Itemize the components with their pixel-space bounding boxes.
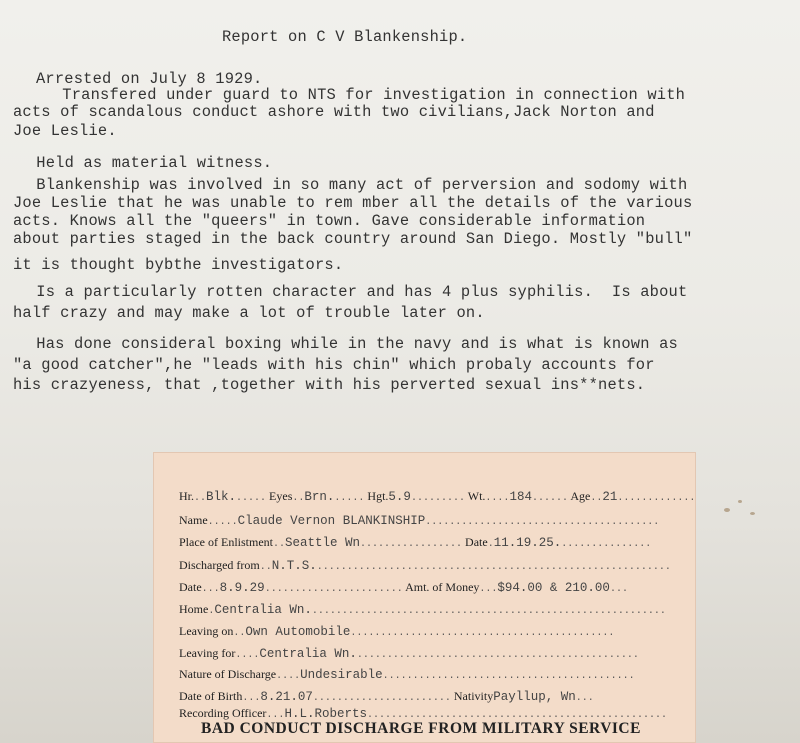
officer-value: H.L.Roberts <box>284 707 367 721</box>
card-footer: BAD CONDUCT DISCHARGE FROM MILITARY SERVICE <box>201 720 641 737</box>
leaving-on-label: Leaving on <box>179 624 234 638</box>
paper-stain <box>750 512 755 515</box>
report-line: about parties staged in the back country around San Diego. Mostly "bull" <box>13 230 693 248</box>
report-line: "a good catcher",he "leads with his chin" which probaly accounts for <box>13 356 655 374</box>
hgt-value: 5.9 <box>388 490 411 504</box>
report-line: Blankenship was involved in so many act of perversion and sodomy with <box>8 176 688 194</box>
report-title: Report on C V Blankenship. <box>222 28 468 46</box>
dob-label: Date of Birth <box>179 689 243 703</box>
report-line: Arrested on July 8 1929. <box>36 70 263 88</box>
card-row-nature: Nature of Discharge....Undesirable.......................................... <box>179 667 635 682</box>
wt-value: 184 <box>509 490 532 504</box>
report-line: Is a particularly rotten character and has 4 plus syphilis. Is about <box>8 283 688 301</box>
card-row-leaving-for: Leaving for....Centralia Wn................................................ <box>179 646 639 661</box>
officer-label: Recording Officer <box>179 706 267 720</box>
hr-label: Hr. <box>179 489 194 503</box>
enlistment-date-value: 11.19.25. <box>493 536 562 550</box>
leaving-on-value: Own Automobile <box>245 625 351 639</box>
card-row-money: Date...8.9.29....................... Amt. of Money...$94.00 & 210.00... <box>179 580 628 595</box>
nativity-value: Payllup, Wn <box>493 690 576 704</box>
card-row-officer: Recording Officer...H.L.Roberts.................................................. <box>179 706 668 721</box>
enlistment-date-label: Date <box>465 535 488 549</box>
card-row-discharged: Discharged from..N.T.S............................................................ <box>179 558 671 573</box>
card-row-name: Name.....Claude Vernon BLANKINSHIP....................................... <box>179 513 660 528</box>
age-value: 21 <box>602 490 618 504</box>
name-label: Name <box>179 513 208 527</box>
card-row-enlistment: Place of Enlistment..Seattle Wn................. Date.11.19.25................ <box>179 535 652 550</box>
discharge-card <box>153 452 696 743</box>
nature-label: Nature of Discharge <box>179 667 277 681</box>
paper-stain <box>738 500 742 503</box>
paper-stain <box>724 508 730 512</box>
name-value: Claude Vernon BLANKINSHIP <box>237 514 426 528</box>
enlistment-label: Place of Enlistment <box>179 535 273 549</box>
card-row-physical: Hr...Blk...... Eyes..Brn...... Hgt.5.9......... Wt.....184...... Age..21............. <box>179 489 696 504</box>
discharged-from-value: N.T.S. <box>271 559 317 573</box>
leaving-for-label: Leaving for <box>179 646 236 660</box>
money-label: Amt. of Money <box>405 580 480 594</box>
age-label: Age <box>570 489 591 503</box>
nature-value: Undesirable <box>300 668 383 682</box>
discharge-date-value: 8.9.29 <box>219 581 265 595</box>
hr-value: Blk. <box>206 490 237 504</box>
report-line: Joe Leslie. <box>13 122 117 140</box>
report-line: his crazyeness, that ,together with his perverted sexual ins**nets. <box>13 376 646 394</box>
report-line: it is thought bybthe investigators. <box>13 256 344 274</box>
wt-label: Wt. <box>467 489 486 503</box>
discharge-date-label: Date <box>179 580 202 594</box>
leaving-for-value: Centralia Wn. <box>259 647 357 661</box>
report-line: half crazy and may make a lot of trouble later on. <box>13 304 485 322</box>
card-row-home: Home.Centralia Wn............................................................ <box>179 602 666 617</box>
home-value: Centralia Wn. <box>214 603 312 617</box>
hgt-label: Hgt. <box>367 489 389 503</box>
nativity-label: Nativity <box>453 689 494 703</box>
report-line: acts of scandalous conduct ashore with two civilians,Jack Norton and <box>13 103 655 121</box>
card-row-birth: Date of Birth...8.21.07....................... NativityPayllup, Wn... <box>179 689 594 704</box>
report-line: Joe Leslie that he was unable to rem mber all the details of the various <box>13 194 693 212</box>
report-line: Has done consideral boxing while in the navy and is what is known as <box>8 335 678 353</box>
dob-value: 8.21.07 <box>260 690 313 704</box>
money-value: $94.00 & 210.00 <box>497 581 610 595</box>
card-row-leaving-on: Leaving on..Own Automobile............................................ <box>179 624 615 639</box>
report-line: Transfered under guard to NTS for investigation in connection with <box>34 86 686 104</box>
report-line: Held as material witness. <box>8 154 273 172</box>
discharged-from-label: Discharged from <box>179 558 260 572</box>
eyes-value: Brn. <box>304 490 335 504</box>
home-label: Home <box>179 602 209 616</box>
eyes-label: Eyes <box>269 489 293 503</box>
report-line: acts. Knows all the "queers" in town. Gave considerable information <box>13 212 646 230</box>
enlistment-value: Seattle Wn <box>285 536 361 550</box>
